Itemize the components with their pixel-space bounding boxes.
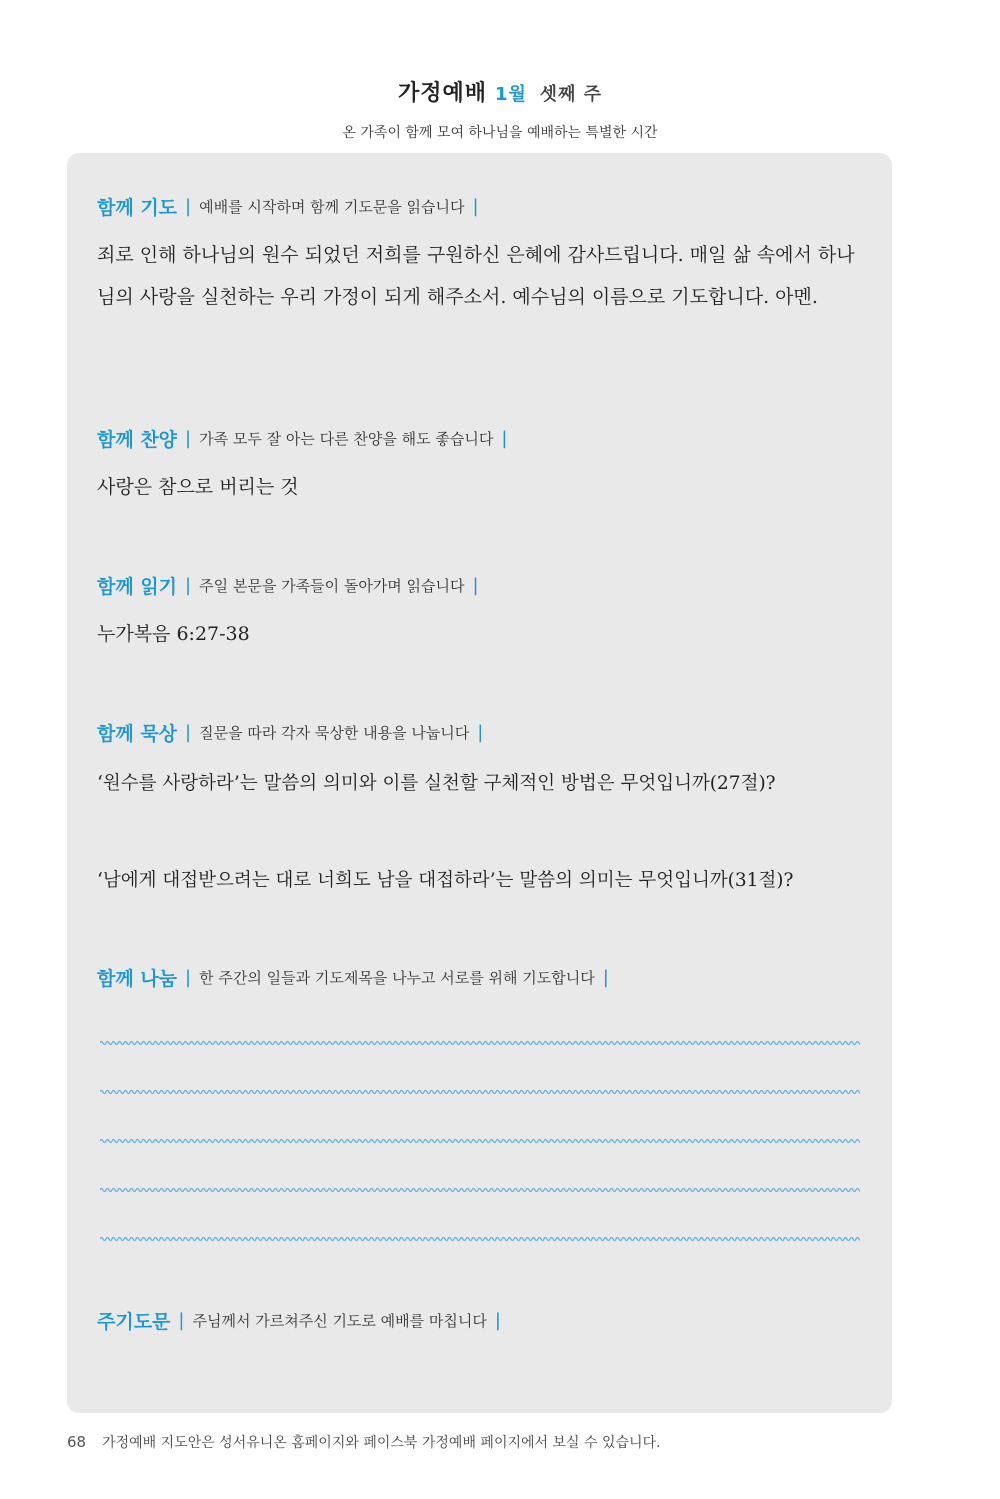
divider: |	[472, 575, 479, 596]
praise-instruction: 가족 모두 잘 아는 다른 찬양을 해도 좋습니다	[199, 430, 494, 448]
divider: |	[185, 428, 192, 449]
page-subtitle: 온 가족이 함께 모여 하나님을 예배하는 특별한 시간	[342, 125, 658, 141]
writing-line[interactable]	[100, 1087, 860, 1097]
divider: |	[501, 428, 508, 449]
writing-line[interactable]	[100, 1234, 860, 1244]
prayer-instruction: 예배를 시작하며 함께 기도문을 읽습니다	[199, 198, 465, 216]
divider: |	[185, 967, 192, 988]
title-week: 셋째 주	[539, 84, 603, 105]
lords-prayer-instruction: 주님께서 가르쳐주신 기도로 예배를 마칩니다	[192, 1312, 487, 1330]
meditation-label: 함께 묵상	[97, 723, 178, 745]
footer-note: 가정예배 지도안은 성서유니온 홈페이지와 페이스북 가정예배 페이지에서 보실 수 있습니다.	[102, 1435, 661, 1451]
meditation-instruction: 질문을 따라 각자 묵상한 내용을 나눕니다	[199, 724, 470, 742]
meditation-section	[97, 719, 867, 746]
lords-prayer-heading	[97, 1307, 867, 1334]
writing-line[interactable]	[100, 1136, 860, 1146]
prayer-label: 함께 기도	[97, 197, 178, 219]
prayer-section	[97, 193, 867, 318]
meditation-question-1: ‘원수를 사랑하라’는 말씀의 의미와 이를 실천할 구체적인 방법은 무엇입니까(27절)?	[97, 773, 776, 794]
praise-section	[97, 425, 867, 508]
page-title	[0, 76, 1000, 107]
divider: |	[472, 196, 479, 217]
divider: |	[185, 575, 192, 596]
reading-instruction: 주일 본문을 가족들이 돌아가며 읽습니다	[199, 577, 465, 595]
praise-text: 사랑은 참으로 버리는 것	[97, 476, 299, 498]
title-month: 1월	[494, 84, 527, 105]
meditation-question-2: ‘남에게 대접받으려는 대로 너희도 남을 대접하라’는 말씀의 의미는 무엇입니까(31절)?	[97, 870, 794, 891]
page-number: 68	[67, 1433, 87, 1451]
divider: |	[602, 967, 609, 988]
title-main: 가정예배	[397, 81, 487, 106]
sharing-label: 함께 나눔	[97, 968, 178, 990]
page-footer	[67, 1432, 661, 1452]
prayer-text: 죄로 인해 하나님의 원수 되었던 저희를 구원하신 은혜에 감사드립니다. 매일 삶 속에서 하나님의 사랑을 실천하는 우리 가정이 되게 해주소서. 예수님의 이름으로 기도합니다. 아멘.	[97, 244, 855, 308]
lords-prayer-label: 주기도문	[97, 1311, 171, 1333]
praise-heading	[97, 425, 867, 452]
lords-prayer-section	[97, 1307, 867, 1334]
meditation-heading	[97, 719, 867, 746]
sharing-section	[97, 964, 867, 991]
divider: |	[494, 1310, 501, 1331]
writing-line[interactable]	[100, 1038, 860, 1048]
reading-text: 누가복음 6:27-38	[97, 623, 250, 645]
reading-heading	[97, 572, 867, 599]
reading-label: 함께 읽기	[97, 576, 178, 598]
praise-label: 함께 찬양	[97, 429, 178, 451]
divider: |	[477, 722, 484, 743]
sharing-instruction: 한 주간의 일들과 기도제목을 나누고 서로를 위해 기도합니다	[199, 969, 595, 987]
divider: |	[178, 1310, 185, 1331]
writing-line[interactable]	[100, 1185, 860, 1195]
divider: |	[185, 196, 192, 217]
divider: |	[185, 722, 192, 743]
prayer-heading	[97, 193, 867, 220]
reading-section	[97, 572, 867, 655]
sharing-heading	[97, 964, 867, 991]
